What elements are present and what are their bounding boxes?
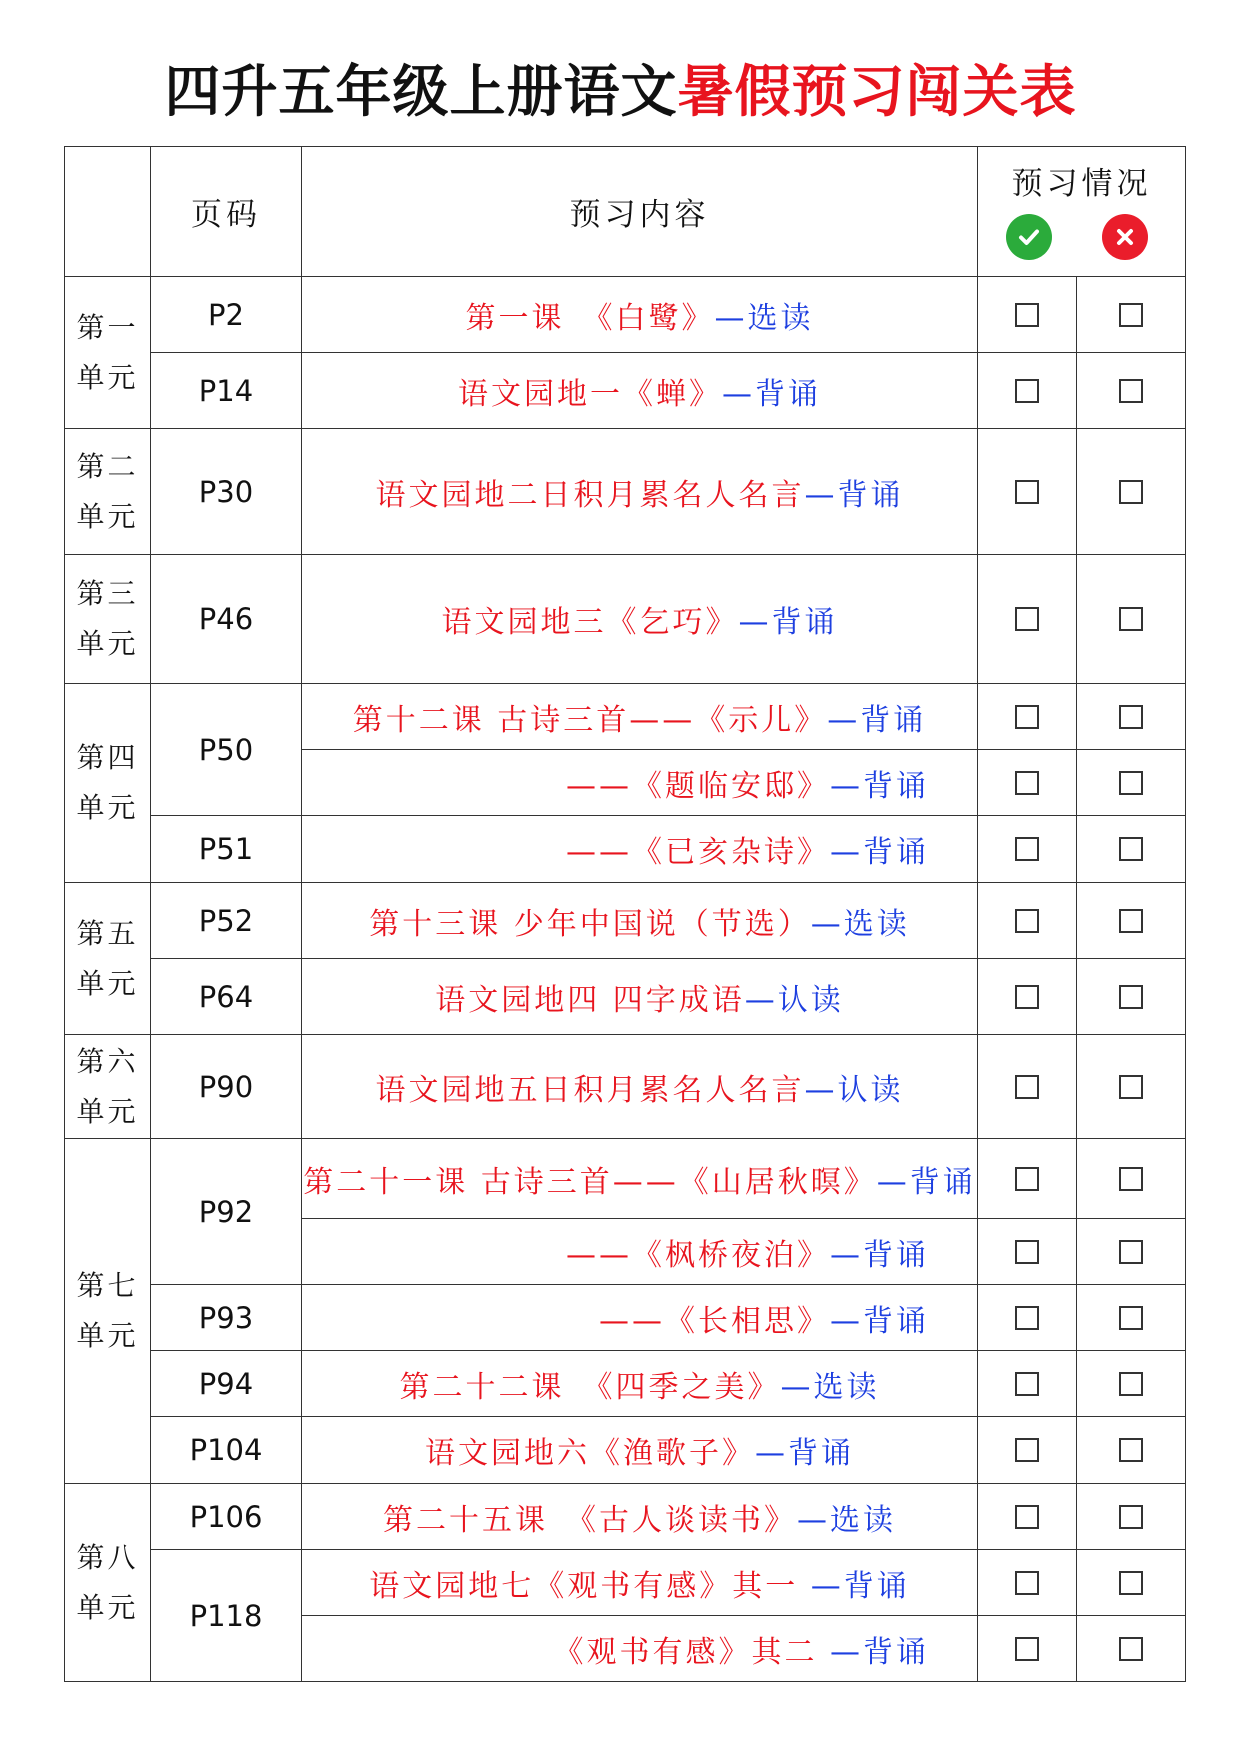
content-cell: 第二十一课 古诗三首——《山居秋暝》—背诵	[302, 1139, 978, 1219]
not-done-checkbox[interactable]	[1119, 771, 1143, 795]
unit-cell: 第一 单元	[65, 277, 151, 429]
done-checkbox[interactable]	[1015, 1372, 1039, 1396]
table-header-row	[65, 147, 1186, 277]
table-row	[65, 684, 1186, 750]
content-cell: 语文园地一《蝉》—背诵	[302, 353, 978, 429]
done-checkbox-cell	[978, 959, 1077, 1035]
not-done-checkbox-cell	[1077, 429, 1186, 555]
done-checkbox-cell	[978, 883, 1077, 959]
not-done-checkbox[interactable]	[1119, 909, 1143, 933]
not-done-checkbox[interactable]	[1119, 1637, 1143, 1661]
page-title	[0, 50, 1241, 134]
done-checkbox[interactable]	[1015, 1571, 1039, 1595]
not-done-checkbox[interactable]	[1119, 1240, 1143, 1264]
page-number: P106	[151, 1484, 302, 1550]
title-main: 四升五年级上册语文	[164, 59, 678, 125]
preview-checklist-table	[64, 146, 1186, 1682]
content-cell: 第二十二课 《四季之美》—选读	[302, 1351, 978, 1417]
page-number: P2	[151, 277, 302, 353]
done-checkbox-cell	[978, 1417, 1077, 1484]
content-cell: 语文园地二日积月累名人名言—背诵	[302, 429, 978, 555]
done-checkbox-cell	[978, 277, 1077, 353]
table-row	[65, 353, 1186, 429]
table-row	[65, 883, 1186, 959]
table-row	[65, 1285, 1186, 1351]
done-checkbox-cell	[978, 1550, 1077, 1616]
not-done-checkbox[interactable]	[1119, 837, 1143, 861]
done-checkbox[interactable]	[1015, 1075, 1039, 1099]
done-checkbox[interactable]	[1015, 1240, 1039, 1264]
not-done-checkbox[interactable]	[1119, 303, 1143, 327]
unit-cell: 第五 单元	[65, 883, 151, 1035]
table-row	[65, 959, 1186, 1035]
header-blank-cell	[65, 147, 151, 277]
not-done-checkbox-cell	[1077, 1616, 1186, 1682]
page-number: P64	[151, 959, 302, 1035]
done-checkbox-cell	[978, 684, 1077, 750]
done-checkbox-cell	[978, 353, 1077, 429]
not-done-checkbox[interactable]	[1119, 1505, 1143, 1529]
table-row	[65, 1417, 1186, 1484]
table-row	[65, 1035, 1186, 1139]
done-checkbox[interactable]	[1015, 985, 1039, 1009]
table-row	[65, 1139, 1186, 1219]
not-done-checkbox[interactable]	[1119, 1438, 1143, 1462]
content-cell: 第十二课 古诗三首——《示儿》—背诵	[302, 684, 978, 750]
table-row	[65, 429, 1186, 555]
content-cell: 语文园地五日积月累名人名言—认读	[302, 1035, 978, 1139]
page-number: P52	[151, 883, 302, 959]
done-checkbox-cell	[978, 816, 1077, 883]
table-row	[65, 555, 1186, 684]
done-checkbox[interactable]	[1015, 1167, 1039, 1191]
not-done-checkbox-cell	[1077, 883, 1186, 959]
not-done-checkbox-cell	[1077, 816, 1186, 883]
not-done-checkbox-cell	[1077, 1351, 1186, 1417]
not-done-checkbox-cell	[1077, 1035, 1186, 1139]
content-cell: ——《已亥杂诗》—背诵	[302, 816, 978, 883]
unit-cell: 第四 单元	[65, 684, 151, 883]
done-checkbox[interactable]	[1015, 480, 1039, 504]
content-cell: 语文园地六《渔歌子》—背诵	[302, 1417, 978, 1484]
not-done-checkbox-cell	[1077, 353, 1186, 429]
done-checkbox[interactable]	[1015, 303, 1039, 327]
title-highlight: 暑假预习闯关表	[677, 59, 1077, 125]
table-row	[65, 277, 1186, 353]
not-done-checkbox-cell	[1077, 277, 1186, 353]
content-cell: ——《题临安邸》—背诵	[302, 750, 978, 816]
page-number: P51	[151, 816, 302, 883]
unit-cell: 第八 单元	[65, 1484, 151, 1682]
not-done-checkbox-cell	[1077, 1550, 1186, 1616]
content-cell: 语文园地三《乞巧》—背诵	[302, 555, 978, 684]
done-checkbox[interactable]	[1015, 705, 1039, 729]
done-checkbox[interactable]	[1015, 771, 1039, 795]
table-row	[65, 1550, 1186, 1616]
not-done-checkbox-cell	[1077, 1417, 1186, 1484]
done-checkbox[interactable]	[1015, 607, 1039, 631]
not-done-checkbox[interactable]	[1119, 1075, 1143, 1099]
x-circle-icon	[1102, 214, 1148, 260]
content-cell: 语文园地四 四字成语—认读	[302, 959, 978, 1035]
done-checkbox-cell	[978, 1035, 1077, 1139]
done-checkbox-cell	[978, 1351, 1077, 1417]
header-status-label: 预习情况	[1011, 165, 1152, 202]
done-checkbox-cell	[978, 1219, 1077, 1285]
unit-cell: 第二 单元	[65, 429, 151, 555]
not-done-checkbox[interactable]	[1119, 607, 1143, 631]
unit-cell: 第六 单元	[65, 1035, 151, 1139]
header-content: 预习内容	[302, 147, 978, 277]
header-page: 页码	[151, 147, 302, 277]
not-done-checkbox-cell	[1077, 1219, 1186, 1285]
page-number: P90	[151, 1035, 302, 1139]
header-status	[978, 147, 1186, 277]
done-checkbox-cell	[978, 1139, 1077, 1219]
table-row	[65, 1484, 1186, 1550]
page-number: P94	[151, 1351, 302, 1417]
not-done-checkbox[interactable]	[1119, 985, 1143, 1009]
not-done-checkbox[interactable]	[1119, 705, 1143, 729]
not-done-checkbox-cell	[1077, 1484, 1186, 1550]
unit-cell: 第三 单元	[65, 555, 151, 684]
not-done-checkbox-cell	[1077, 1285, 1186, 1351]
page-number: P50	[151, 684, 302, 816]
done-checkbox-cell	[978, 1285, 1077, 1351]
page-number: P46	[151, 555, 302, 684]
check-circle-icon	[1006, 214, 1052, 260]
done-checkbox-cell	[978, 1484, 1077, 1550]
content-cell: ——《枫桥夜泊》—背诵	[302, 1219, 978, 1285]
not-done-checkbox[interactable]	[1119, 1167, 1143, 1191]
done-checkbox[interactable]	[1015, 1637, 1039, 1661]
done-checkbox-cell	[978, 429, 1077, 555]
content-cell: 《观书有感》其二 —背诵	[302, 1616, 978, 1682]
page-number: P104	[151, 1417, 302, 1484]
not-done-checkbox-cell	[1077, 684, 1186, 750]
table-row	[65, 816, 1186, 883]
not-done-checkbox-cell	[1077, 1139, 1186, 1219]
done-checkbox-cell	[978, 555, 1077, 684]
content-cell: ——《长相思》—背诵	[302, 1285, 978, 1351]
content-cell: 第一课 《白鹭》—选读	[302, 277, 978, 353]
done-checkbox[interactable]	[1015, 379, 1039, 403]
done-checkbox[interactable]	[1015, 1306, 1039, 1330]
not-done-checkbox-cell	[1077, 555, 1186, 684]
unit-cell: 第七 单元	[65, 1139, 151, 1484]
done-checkbox[interactable]	[1015, 1438, 1039, 1462]
not-done-checkbox[interactable]	[1119, 480, 1143, 504]
done-checkbox-cell	[978, 1616, 1077, 1682]
not-done-checkbox-cell	[1077, 959, 1186, 1035]
table-row	[65, 1351, 1186, 1417]
page-number: P14	[151, 353, 302, 429]
not-done-checkbox-cell	[1077, 750, 1186, 816]
not-done-checkbox[interactable]	[1119, 1306, 1143, 1330]
not-done-checkbox[interactable]	[1119, 1571, 1143, 1595]
page-number: P118	[151, 1550, 302, 1682]
done-checkbox[interactable]	[1015, 837, 1039, 861]
done-checkbox[interactable]	[1015, 1505, 1039, 1529]
done-checkbox[interactable]	[1015, 909, 1039, 933]
page-number: P30	[151, 429, 302, 555]
content-cell: 语文园地七《观书有感》其一 —背诵	[302, 1550, 978, 1616]
page-number: P93	[151, 1285, 302, 1351]
content-cell: 第十三课 少年中国说（节选）—选读	[302, 883, 978, 959]
page-number: P92	[151, 1139, 302, 1285]
not-done-checkbox[interactable]	[1119, 379, 1143, 403]
content-cell: 第二十五课 《古人谈读书》—选读	[302, 1484, 978, 1550]
not-done-checkbox[interactable]	[1119, 1372, 1143, 1396]
done-checkbox-cell	[978, 750, 1077, 816]
